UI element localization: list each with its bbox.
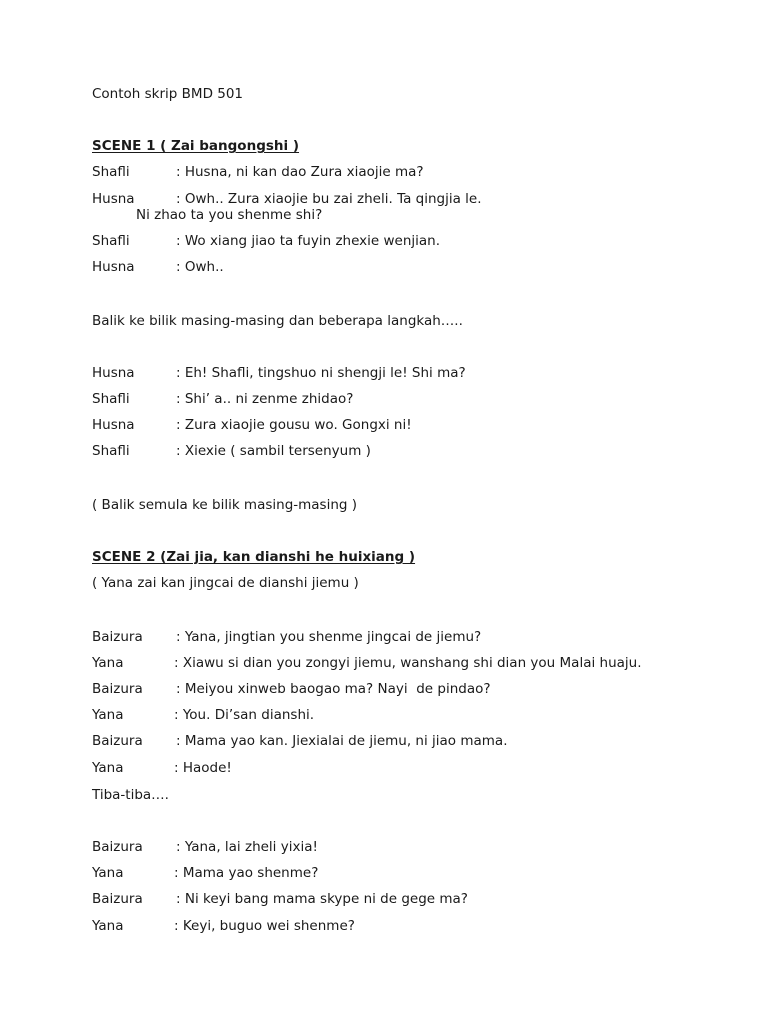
speaker-label: Husna <box>92 259 135 275</box>
speaker-label: Yana <box>92 760 124 776</box>
dialogue-line: : Ni keyi bang mama skype ni de gege ma? <box>176 891 468 907</box>
narration: Balik ke bilik masing-masing dan beberapa langkah….. <box>92 313 463 329</box>
dialogue-line: : Mama yao shenme? <box>174 865 319 881</box>
dialogue-line: : Zura xiaojie gousu wo. Gongxi ni! <box>176 417 412 433</box>
speaker-label: Yana <box>92 655 124 671</box>
speaker-label: Shafli <box>92 391 130 407</box>
dialogue-line: : Owh.. <box>176 259 224 275</box>
dialogue-line: : Haode! <box>174 760 232 776</box>
scene1-heading: SCENE 1 ( Zai bangongshi ) <box>92 138 300 154</box>
narration: ( Balik semula ke bilik masing-masing ) <box>92 497 358 513</box>
scene2-heading: SCENE 2 (Zai jia, kan dianshi he huixiang ) <box>92 549 416 565</box>
speaker-label: Baizura <box>92 681 143 697</box>
dialogue-line: : Eh! Shafli, tingshuo ni shengji le! Shi ma? <box>176 365 466 381</box>
speaker-label: Shafli <box>92 164 130 180</box>
speaker-label: Husna <box>92 365 135 381</box>
narration: Tiba-tiba…. <box>92 787 169 803</box>
speaker-label: Husna <box>92 417 135 433</box>
dialogue-line: : Meiyou xinweb baogao ma? Nayi de pindao? <box>176 681 491 697</box>
dialogue-line: : Yana, lai zheli yixia! <box>176 839 318 855</box>
speaker-label: Baizura <box>92 733 143 749</box>
dialogue-line: : Yana, jingtian you shenme jingcai de jiemu? <box>176 629 482 645</box>
dialogue-line: : Mama yao kan. Jiexialai de jiemu, ni jiao mama. <box>176 733 508 749</box>
dialogue-line-continued: Ni zhao ta you shenme shi? <box>136 207 323 223</box>
speaker-label: Shafli <box>92 233 130 249</box>
dialogue-line: : Wo xiang jiao ta fuyin zhexie wenjian. <box>176 233 441 249</box>
speaker-label: Baizura <box>92 629 143 645</box>
dialogue-line: : Xiexie ( sambil tersenyum ) <box>176 443 371 459</box>
scene2-subtitle: ( Yana zai kan jingcai de dianshi jiemu ) <box>92 575 359 591</box>
speaker-label: Yana <box>92 918 124 934</box>
speaker-label: Yana <box>92 707 124 723</box>
dialogue-line: : Husna, ni kan dao Zura xiaojie ma? <box>176 164 424 180</box>
dialogue-line: : You. Di’san dianshi. <box>174 707 315 723</box>
speaker-label: Husna <box>92 191 135 207</box>
dialogue-line: : Xiawu si dian you zongyi jiemu, wanshang shi dian you Malai huaju. <box>174 655 642 671</box>
speaker-label: Baizura <box>92 891 143 907</box>
speaker-label: Yana <box>92 865 124 881</box>
dialogue-line: : Owh.. Zura xiaojie bu zai zheli. Ta qingjia le. <box>176 191 482 207</box>
document-title: Contoh skrip BMD 501 <box>92 86 244 102</box>
speaker-label: Baizura <box>92 839 143 855</box>
speaker-label: Shafli <box>92 443 130 459</box>
dialogue-line: : Shi’ a.. ni zenme zhidao? <box>176 391 354 407</box>
dialogue-line: : Keyi, buguo wei shenme? <box>174 918 355 934</box>
